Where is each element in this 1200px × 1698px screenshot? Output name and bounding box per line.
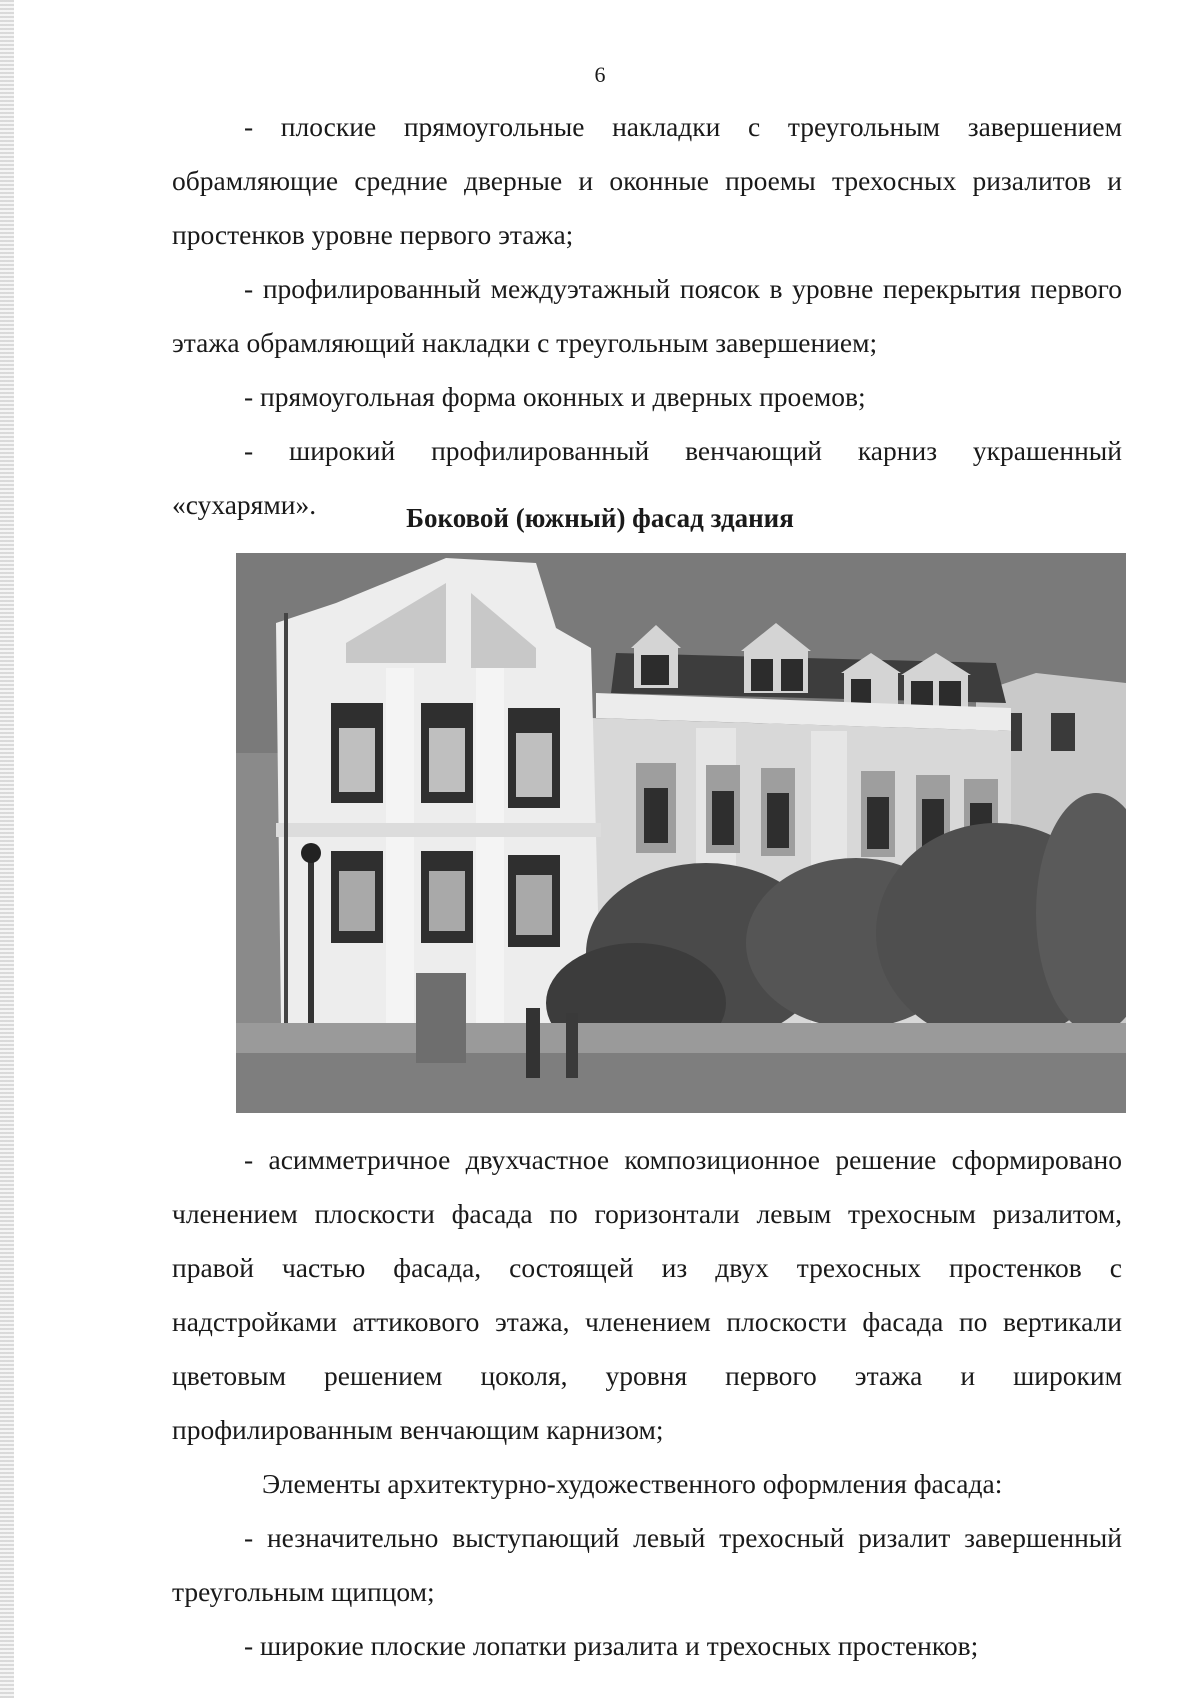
facade-photo xyxy=(236,553,1126,1113)
paragraph-lopatki: - широкие плоские лопатки ризалита и трехосных простенков; xyxy=(244,1630,979,1661)
paragraph-rectangular-openings: - прямоугольная форма оконных и дверных проемов; xyxy=(244,381,866,412)
paragraph-composition: - асимметричное двухчастное композиционное решение сформировано членением плоскости фасада по горизонтали левым трехосным ризалитом, правой частью фасада, состоящей из двух трехосных простенков с надстройками аттикового этажа, членением плоскости фасада по вертикали цветовым решением цоколя, уровня первого этажа и широким профилированным венчающим карнизом; xyxy=(172,1144,1122,1445)
scan-edge-artifact xyxy=(0,0,14,1698)
paragraph-profiled-belt: - профилированный междуэтажный поясок в уровне перекрытия первого этажа обрамляющий накладки с треугольным завершением; xyxy=(172,273,1122,358)
paragraph-risalit: - незначительно выступающий левый трехосный ризалит завершенный треугольным щипцом; xyxy=(172,1522,1122,1607)
top-text-block xyxy=(172,100,1122,532)
paragraph-cornice: - широкий профилированный венчающий карниз украшенный «сухарями». xyxy=(172,435,1122,520)
facade-photo-drawing xyxy=(236,553,1126,1113)
page-number: 6 xyxy=(594,62,606,87)
bottom-text-block xyxy=(172,1133,1122,1673)
figure-caption: Боковой (южный) фасад здания xyxy=(406,503,794,533)
paragraph-elements-title: Элементы архитектурно-художественного оформления фасада: xyxy=(262,1468,1003,1499)
paragraph-flat-overlays: - плоские прямоугольные накладки с треугольным завершением обрамляющие средние дверные и оконные проемы трехосных ризалитов и простенков уровне первого этажа; xyxy=(172,111,1122,250)
